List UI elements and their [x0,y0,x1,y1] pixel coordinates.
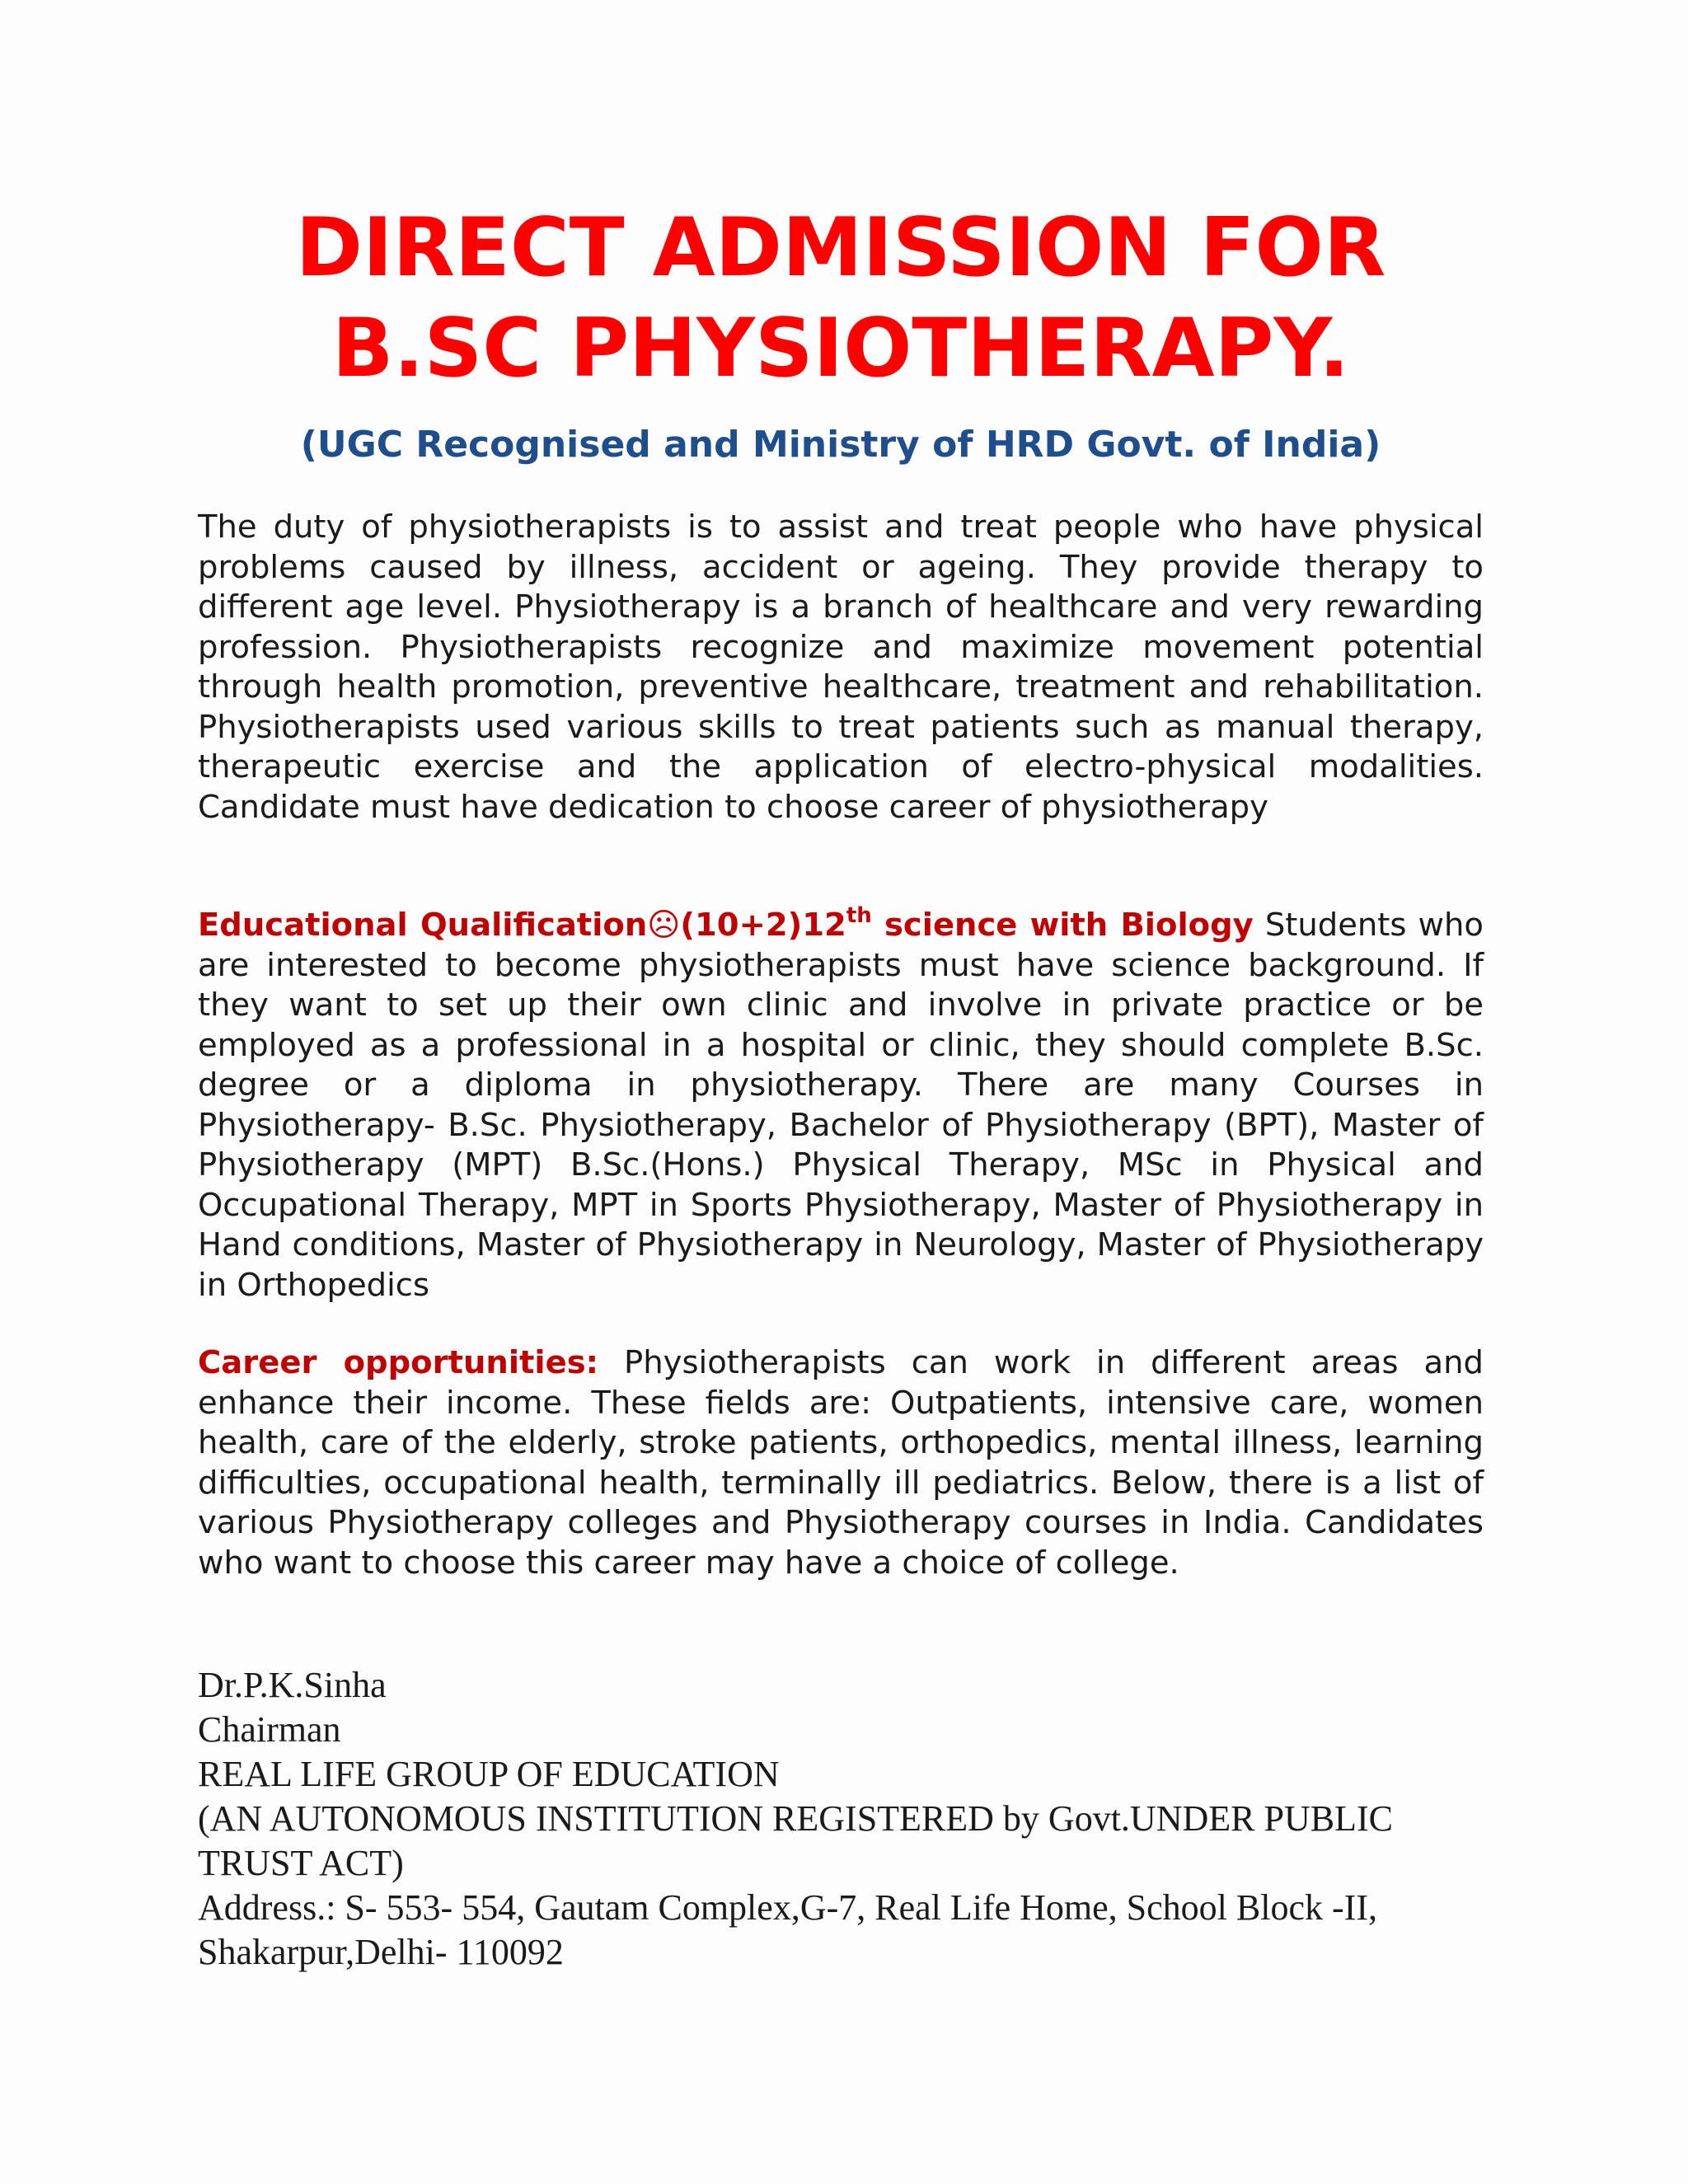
signatory-name: Dr.P.K.Sinha [198,1665,387,1705]
page-title [198,198,1484,399]
education-label: Educational Qualification [198,907,648,944]
education-heading [198,903,1254,944]
registration-line-2: TRUST ACT) [198,1843,404,1883]
signatory-role: Chairman [198,1709,341,1750]
intro-paragraph: The duty of physiotherapists is to assist and treat people who have physical problems caused by illness, accident or ageing. They provide therapy to different age level. Physiotherapy is a branch of healthcare and very rewarding profession. Physiotherapists recognize and maximize movement potential through health promotion, preventive healthcare, treatment and rehabilitation. Physiotherapists used various skills to treat patients such as manual therapy, therapeutic exercise and the application of electro-physical modalities. Candidate must have dedication to choose career of physiotherapy [198,509,1484,826]
signature-block [198,1663,1517,1975]
address-line-1: Address.: S- 553- 554, Gautam Complex,G-7, Real Life Home, School Block -II, [198,1887,1377,1928]
education-paragraph [198,903,1484,1305]
education-requirement-prefix: (10+2)12 [680,907,846,944]
address-line-2: Shakarpur,Delhi- 110092 [198,1932,564,1972]
organization-name: REAL LIFE GROUP OF EDUCATION [198,1754,780,1794]
education-requirement-sup: th [846,903,872,928]
career-heading: Career opportunities: [198,1344,599,1381]
title-line-1: DIRECT ADMISSION FOR [295,201,1386,295]
recognition-subtitle: (UGC Recognised and Ministry of HRD Govt. of India) [300,424,1381,466]
education-text: Students who are interested to become physiotherapists must have science background. If they want to set up their own clinic and involve in private practice or be employed as a professional in a hospital or clinic, they should complete B.Sc. degree or a diploma in physiotherapy. There are many Courses in Physiotherapy- B.Sc. Physiotherapy, Bachelor of Physiotherapy (BPT), Master of Physiotherapy (MPT) B.Sc.(Hons.) Physical Therapy, MSc in Physical and Occupational Therapy, MPT in Sports Physiotherapy, Master of Physiotherapy in Hand conditions, Master of Physiotherapy in Neurology, Master of Physiotherapy in Orthopedics [198,907,1484,1304]
frown-face-icon: ☹ [647,907,681,944]
career-text: Physiotherapists can work in different areas and enhance their income. These fields are: Outpatients, intensive care, women health, care of the elderly, stroke patients, orthopedics, mental illness, learning difficulties, occupational health, terminally ill pediatrics. Below, there is a list of various Physiotherapy colleges and Physiotherapy courses in India. Candidates who want to choose this career may have a choice of college. [198,1344,1484,1582]
education-requirement-suffix: science with Biology [871,907,1254,944]
title-line-2: B.SC PHYSIOTHERAPY. [331,302,1350,396]
registration-line-1: (AN AUTONOMOUS INSTITUTION REGISTERED by Govt.UNDER PUBLIC [198,1798,1393,1839]
career-paragraph [198,1343,1484,1583]
